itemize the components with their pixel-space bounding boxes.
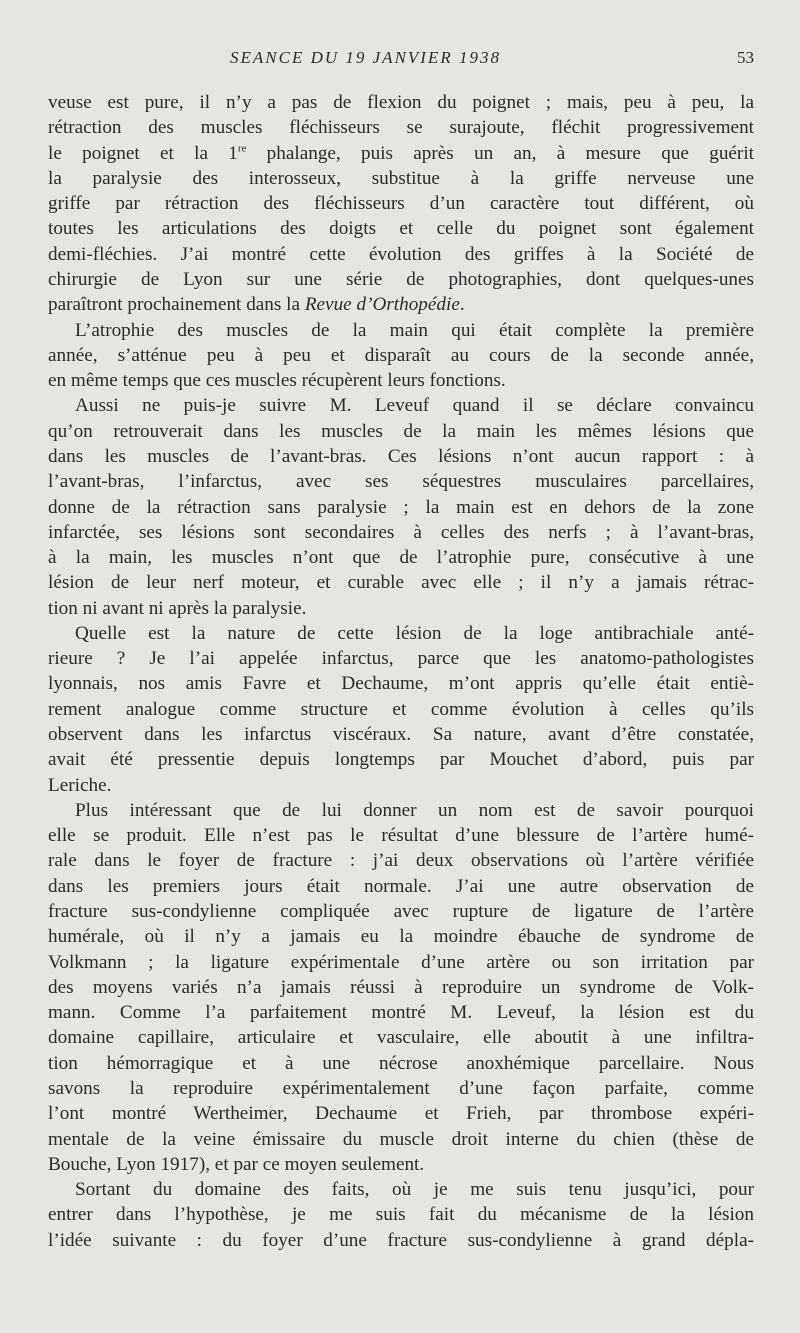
text-line: rétraction des muscles fléchisseurs se surajoute, fléchit progressivement [48,117,754,139]
paragraph [48,393,754,621]
text-line: infarctée, ses lésions sont secondaires à celles des nerfs ; à l’avant-bras, [48,521,754,543]
text-line: entrer dans l’hypothèse, je me suis fait du mécanisme de la lésion [48,1204,754,1226]
text-line: à la main, les muscles n’ont que de l’atrophie pure, consécutive à une [48,547,754,569]
text-line: chirurgie de Lyon sur une série de photographies, dont quelques-unes [48,268,754,290]
text-line: fracture sus-condylienne compliquée avec rupture de ligature de l’artère [48,901,754,922]
text-line: tion hémorragique et à une nécrose anoxhémique parcellaire. Nous [48,1052,754,1074]
paragraph [48,318,754,394]
text-line: la paralysie des interosseux, substitue à la griffe nerveuse une [48,167,754,189]
page-number: 53 [737,48,754,67]
text-line: rement analogue comme structure et comme évolution à celles qu’ils [48,698,754,720]
text-line: demi-fléchies. J’ai montré cette évolution des griffes à la Société de [48,243,754,265]
text-line: Aussi ne puis-je suivre M. Leveuf quand il se déclare convaincu [75,395,754,417]
text-line: rale dans le foyer de fracture : j’ai deux observations où l’artère vérifiée [48,850,754,872]
text-line: observent dans les infarctus viscéraux. Sa nature, avant d’être constatée, [48,724,754,746]
paragraph [48,621,754,798]
running-head [0,48,800,72]
text-line: Bouche, Lyon 1917), et par ce moyen seulement. [48,1153,425,1175]
text-line: L’atrophie des muscles de la main qui était complète la première [75,319,754,341]
text-line: humérale, où il n’y a jamais eu la moindre ébauche de syndrome de [48,926,754,948]
body-text [48,90,754,1253]
text-line: tion ni avant ni après la paralysie. [48,597,307,619]
text-line: lésion de leur nerf moteur, et curable avec elle ; il n’y a jamais rétrac- [48,572,754,594]
text-line: année, s’atténue peu à peu et disparaît au cours de la seconde année, [48,344,754,366]
text-line: paraîtront prochainement dans la Revue d’Orthopédie. [48,294,465,316]
text-line: mann. Comme l’a parfaitement montré M. Leveuf, la lésion est du [48,1002,754,1024]
text-line: Volkmann ; la ligature expérimentale d’une artère ou son irritation par [48,951,754,973]
text-line: Quelle est la nature de cette lésion de la loge antibrachiale anté- [75,622,754,644]
text-line: Leriche. [48,774,112,796]
text-line: domaine capillaire, articulaire et vasculaire, elle aboutit à une infiltra- [48,1027,754,1049]
text-line: Sortant du domaine des faits, où je me suis tenu jusqu’ici, pour [75,1179,754,1201]
text-line: en même temps que ces muscles récupèrent leurs fonctions. [48,370,506,392]
text-line: qu’on retrouverait dans les muscles de la main les mêmes lésions que [48,420,754,442]
text-line: rieure ? Je l’ai appelée infarctus, parce que les anatomo-pathologistes [48,648,754,670]
text-line: dans les muscles de l’avant-bras. Ces lésions n’ont aucun rapport : à [48,445,754,467]
text-line: griffe par rétraction des fléchisseurs d’un caractère tout différent, où [48,193,754,215]
text-line: savons la reproduire expérimentalement d’une façon parfaite, comme [48,1077,754,1099]
text-line: le poignet et la 1re phalange, puis après un an, à mesure que guérit [48,142,754,164]
text-line: elle se produit. Elle n’est pas le résultat d’une blessure de l’artère humé- [48,825,754,847]
text-line: donne de la rétraction sans paralysie ; la main est en dehors de la zone [48,496,754,518]
text-line: toutes les articulations des doigts et celle du poignet sont également [48,218,754,240]
text-line: Plus intéressant que de lui donner un nom est de savoir pourquoi [75,799,754,821]
text-line: mentale de la veine émissaire du muscle droit interne du chien (thèse de [48,1128,754,1150]
paragraph [48,90,754,318]
paragraph [48,1177,754,1253]
text-line: l’idée suivante : du foyer d’une fracture sus-condylienne à grand dépla- [48,1229,754,1251]
text-line: des moyens variés n’a jamais réussi à reproduire un syndrome de Volk- [48,976,754,998]
text-line: l’ont montré Wertheimer, Dechaume et Frieh, par thrombose expéri- [48,1103,754,1125]
text-line: dans les premiers jours était normale. J’ai une autre observation de [48,875,754,897]
paragraph [48,798,754,1177]
text-line: lyonnais, nos amis Favre et Dechaume, m’ont appris qu’elle était entiè- [48,673,754,695]
text-line: veuse est pure, il n’y a pas de flexion du poignet ; mais, peu à peu, la [48,92,754,113]
text-line: avait été pressentie depuis longtemps par Mouchet d’abord, puis par [48,749,754,771]
running-title: SEANCE DU 19 JANVIER 1938 [230,48,501,67]
text-line: l’avant-bras, l’infarctus, avec ses séquestres musculaires parcellaires, [48,471,754,493]
